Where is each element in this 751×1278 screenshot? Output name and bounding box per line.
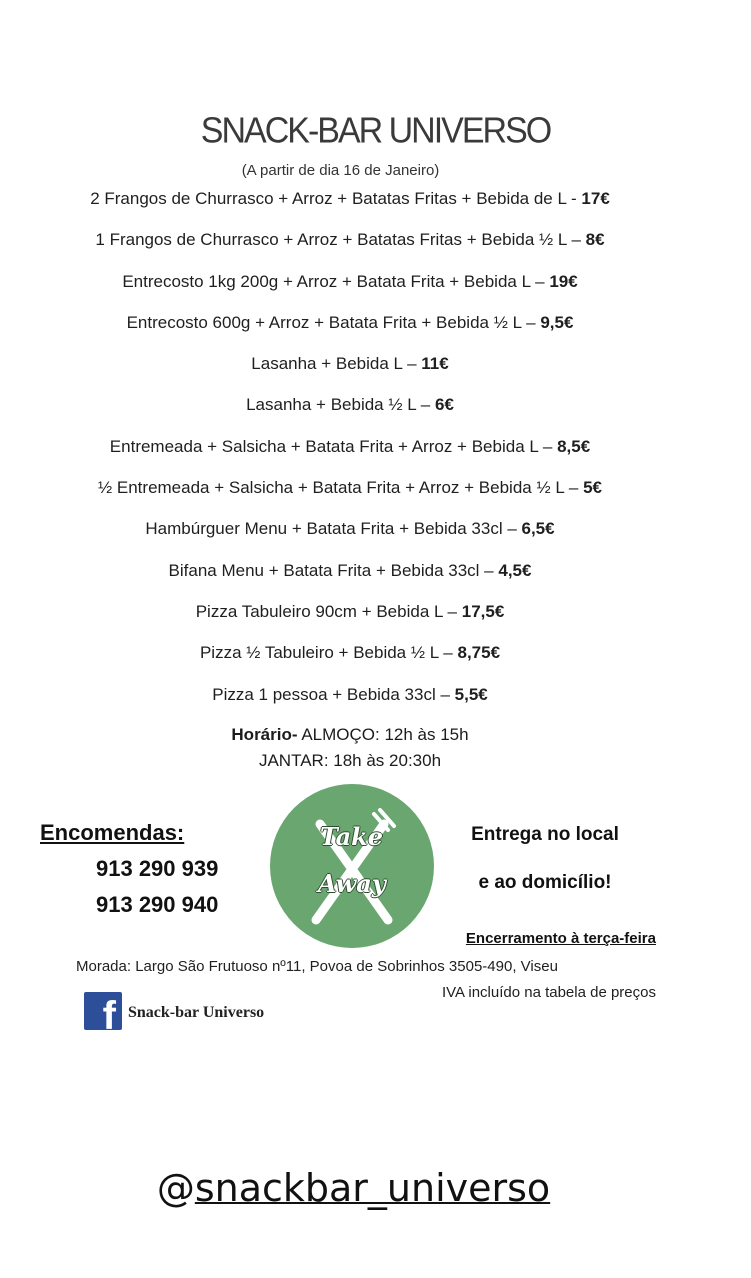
menu-item	[0, 186, 700, 227]
menu-item-description: Pizza Tabuleiro 90cm + Bebida L –	[195, 601, 462, 621]
menu-item-price: 17,5€	[461, 601, 505, 621]
start-date-note: (A partir de dia 16 de Janeiro)	[241, 162, 440, 179]
fork-knife-icon	[270, 784, 434, 948]
menu-item	[0, 434, 700, 475]
menu-item-price: 6,5€	[521, 519, 555, 539]
facebook-page-name: Snack-bar Universo	[128, 1004, 265, 1021]
menu-item-price: 6€	[434, 395, 454, 415]
menu-item-description: Lasanha + Bebida L –	[251, 354, 422, 374]
phone-number-1: 913 290 939	[96, 856, 219, 881]
menu-item	[0, 392, 700, 433]
menu-item-description: Entremeada + Salsicha + Batata Frita + Arroz + Bebida L –	[109, 436, 558, 456]
logo-text-away: Away	[318, 869, 386, 898]
menu-item-description: Pizza 1 pessoa + Bebida 33cl –	[212, 684, 455, 704]
menu-item-price: 8,5€	[557, 436, 591, 456]
menu-item	[0, 640, 700, 681]
menu-item-price: 8,75€	[457, 643, 501, 663]
menu-list	[0, 186, 700, 723]
at-sign: @	[156, 1166, 195, 1210]
menu-item-price: 19€	[549, 271, 578, 291]
phone-number-2: 913 290 940	[96, 892, 219, 917]
hours-label: Horário-	[231, 725, 298, 744]
menu-item-description: Hambúrguer Menu + Batata Frita + Bebida 33cl –	[145, 519, 522, 539]
menu-item-description: ½ Entremeada + Salsicha + Batata Frita + Arroz + Bebida ½ L –	[97, 478, 584, 498]
facebook-glyph: f	[102, 994, 116, 1030]
take-away-logo	[270, 784, 434, 948]
instagram-handle[interactable]	[0, 1166, 707, 1210]
menu-item	[0, 558, 700, 599]
delivery-line-1: Entrega no local	[471, 824, 619, 845]
menu-item-price: 11€	[421, 354, 449, 374]
menu-item-description: Pizza ½ Tabuleiro + Bebida ½ L –	[199, 643, 458, 663]
menu-item	[0, 682, 700, 723]
menu-item-description: Bifana Menu + Batata Frita + Bebida 33cl –	[168, 560, 499, 580]
opening-hours	[0, 722, 700, 774]
facebook-icon	[84, 992, 122, 1030]
menu-item-price: 5€	[583, 478, 603, 498]
menu-item-price: 8€	[585, 230, 605, 250]
dinner-hours: JANTAR: 18h às 20:30h	[258, 751, 442, 770]
address: Morada: Largo São Frutuoso nº11, Povoa de Sobrinhos 3505-490, Viseu	[76, 958, 558, 975]
handle-text: snackbar_universo	[194, 1166, 551, 1210]
menu-item	[0, 227, 700, 268]
lunch-hours: ALMOÇO: 12h às 15h	[297, 725, 469, 744]
closing-day: Encerramento à terça-feira	[465, 930, 656, 947]
menu-item	[0, 475, 700, 516]
orders-heading: Encomendas:	[40, 820, 185, 845]
menu-item-price: 17€	[581, 189, 610, 208]
menu-item-description: Entrecosto 600g + Arroz + Batata Frita + Bebida ½ L –	[126, 312, 541, 332]
menu-item	[0, 599, 700, 640]
vat-note: IVA incluído na tabela de preços	[441, 984, 656, 1001]
page-title: SNACK-BAR UNIVERSO	[200, 111, 551, 151]
menu-item-price: 4,5€	[498, 560, 532, 580]
menu-item-description: Lasanha + Bebida ½ L –	[246, 395, 435, 415]
menu-item	[0, 351, 700, 392]
menu-item-price: 5,5€	[454, 684, 488, 704]
menu-item-description: 2 Frangos de Churrasco + Arroz + Batatas Fritas + Bebida de L -	[90, 189, 582, 208]
menu-item	[0, 310, 700, 351]
menu-item	[0, 269, 700, 310]
delivery-line-2: e ao domicílio!	[478, 872, 612, 893]
menu-item	[0, 516, 700, 557]
menu-item-price: 9,5€	[540, 312, 574, 332]
menu-item-description: 1 Frangos de Churrasco + Arroz + Batatas Fritas + Bebida ½ L –	[95, 230, 586, 250]
menu-item-description: Entrecosto 1kg 200g + Arroz + Batata Frita + Bebida L –	[122, 271, 550, 291]
logo-text-take: Take	[320, 822, 384, 851]
